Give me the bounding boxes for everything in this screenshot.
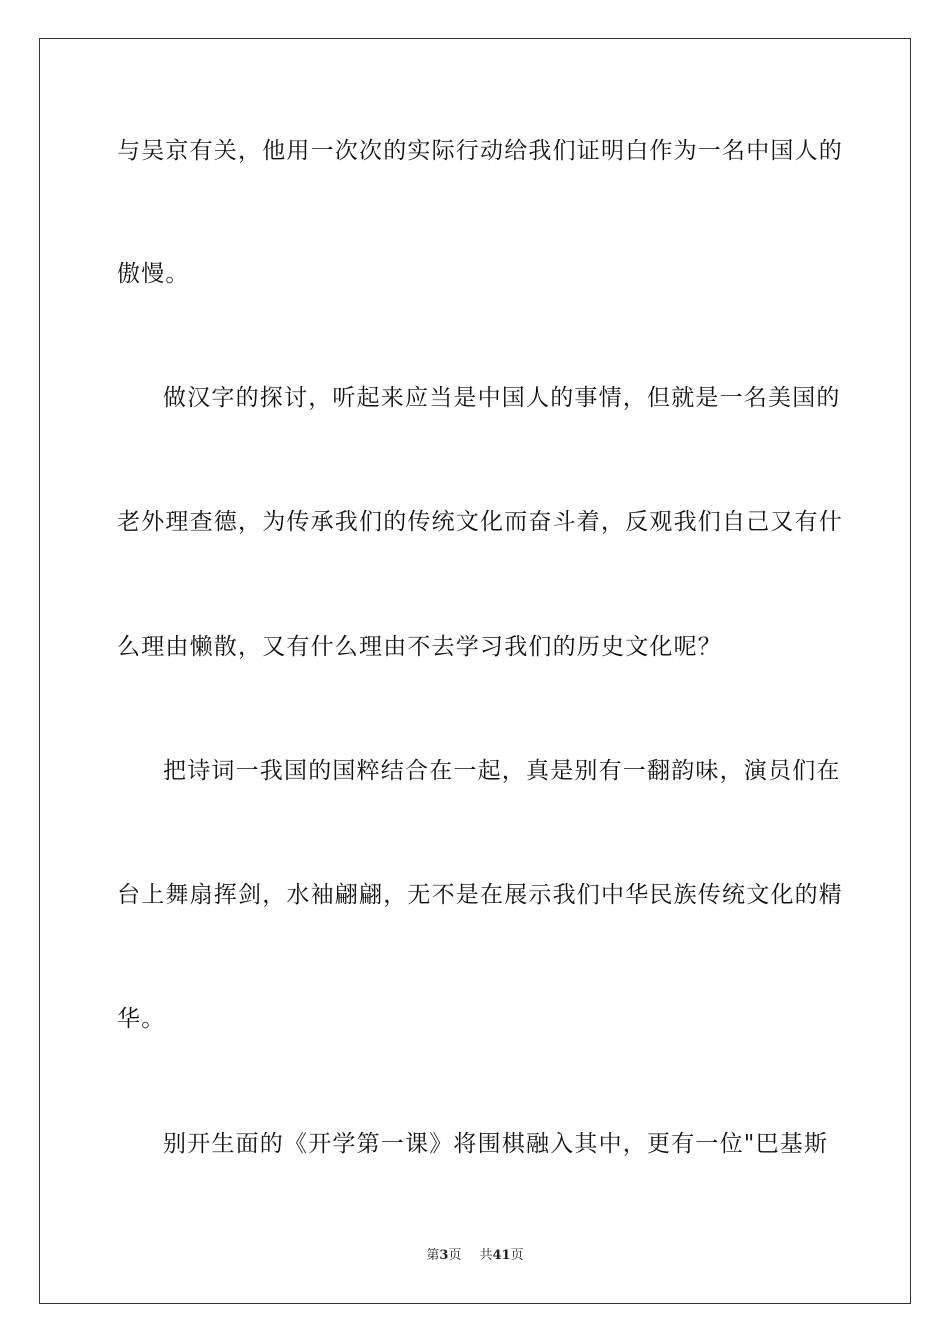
text-line: 台上舞扇挥剑，水袖翩翩，无不是在展示我们中华民族传统文化的精 [117,882,843,908]
text-line: 么理由懒散，又有什么理由不去学习我们的历史文化呢？ [117,634,722,660]
paragraph-start-line: 别开生面的《开学第一课》将围棋融入其中，更有一位"巴基斯 [163,1131,829,1157]
paragraph-start-line: 把诗词一我国的国粹结合在一起，真是别有一翻韵味，演员们在 [163,758,841,784]
text-line: 傲慢。 [117,261,190,287]
text-line: 与吴京有关，他用一次次的实际行动给我们证明白作为一名中国人的 [117,138,843,164]
page-frame [39,38,911,1304]
page-total: 共41页 [479,1248,524,1263]
paragraph-start-line: 做汉字的探讨，听起来应当是中国人的事情，但就是一名美国的 [163,385,841,411]
text-line: 华。 [117,1006,166,1032]
page-number: 第3页 [426,1248,462,1263]
text-line: 老外理查德，为传承我们的传统文化而奋斗着，反观我们自己又有什 [117,509,843,535]
page-footer [0,1247,950,1265]
